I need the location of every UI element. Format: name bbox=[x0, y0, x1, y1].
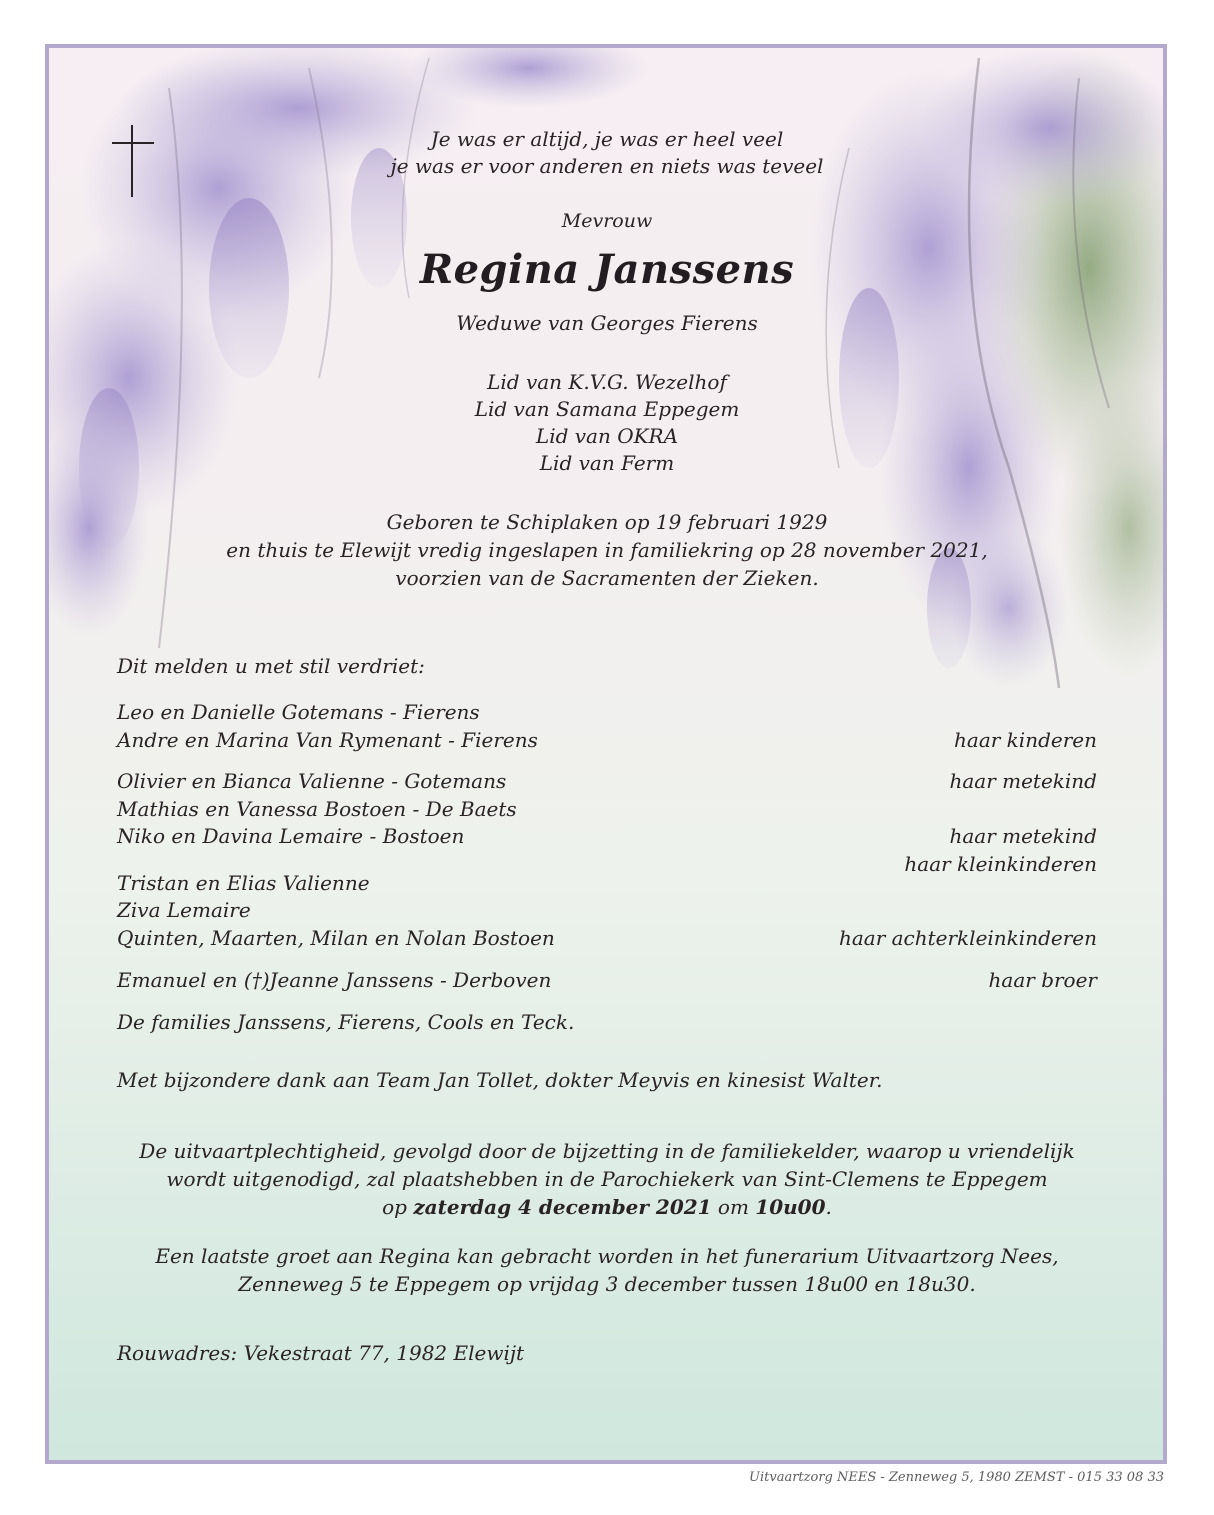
family-row bbox=[117, 926, 1097, 954]
family-relation: haar achterkleinkinderen bbox=[838, 926, 1097, 950]
family-row bbox=[117, 968, 1097, 996]
family-relation: haar broer bbox=[988, 968, 1097, 992]
family-relation: haar kinderen bbox=[954, 728, 1097, 752]
birth-line: Geboren te Schiplaken op 19 februari 1929 bbox=[386, 510, 828, 534]
family-row bbox=[117, 728, 1097, 756]
ceremony-line: De uitvaartplechtigheid, gevolgd door de bijzetting in de familiekelder, waarop u vriendelijk bbox=[139, 1139, 1075, 1163]
verse-line: je was er voor anderen en niets was teveel bbox=[390, 154, 824, 178]
verse bbox=[0, 126, 1214, 180]
funeral-home-footer: Uitvaartzorg NEES - Zenneweg 5, 1980 ZEMST - 015 33 08 33 bbox=[749, 1470, 1164, 1485]
sacraments-line: voorzien van de Sacramenten der Zieken. bbox=[395, 566, 819, 590]
family-relation: haar kleinkinderen bbox=[904, 852, 1097, 876]
widow-of: Weduwe van Georges Fierens bbox=[456, 311, 758, 335]
ceremony-time: 10u00 bbox=[755, 1195, 826, 1219]
ceremony-info bbox=[0, 1137, 1214, 1221]
death-line: en thuis te Elewijt vredig ingeslapen in familiekring op 28 november 2021, bbox=[226, 538, 988, 562]
family-row bbox=[117, 1010, 1097, 1038]
verse-line: Je was er altijd, je was er heel veel bbox=[430, 127, 784, 151]
memberships bbox=[0, 369, 1214, 477]
membership-item: Lid van Samana Eppegem bbox=[474, 397, 740, 421]
family-name: Tristan en Elias Valienne bbox=[117, 871, 370, 895]
ceremony-line: wordt uitgenodigd, zal plaatshebben in de Parochiekerk van Sint-Clemens te Eppegem bbox=[166, 1167, 1048, 1191]
visitation-line: Een laatste groet aan Regina kan gebracht worden in het funerarium Uitvaartzorg Nees, bbox=[155, 1244, 1059, 1268]
family-row bbox=[117, 824, 1097, 852]
family-name: Emanuel en (†)Jeanne Janssens - Derboven bbox=[117, 968, 552, 992]
family-row bbox=[117, 769, 1097, 797]
family-name: Ziva Lemaire bbox=[117, 898, 251, 922]
thanks-note: Met bijzondere dank aan Team Jan Tollet, dokter Meyvis en kinesist Walter. bbox=[117, 1068, 883, 1092]
family-row bbox=[117, 871, 1097, 899]
family-row bbox=[117, 797, 1097, 825]
family-name: De families Janssens, Fierens, Cools en Teck. bbox=[117, 1010, 575, 1034]
birth-death-info bbox=[0, 508, 1214, 592]
family-row bbox=[117, 898, 1097, 926]
family-name: Olivier en Bianca Valienne - Gotemans bbox=[117, 769, 507, 793]
membership-item: Lid van OKRA bbox=[535, 424, 679, 448]
membership-item: Lid van K.V.G. Wezelhof bbox=[487, 370, 727, 394]
ceremony-prefix: op bbox=[382, 1195, 414, 1219]
ceremony-connector: om bbox=[711, 1195, 756, 1219]
visitation-line: Zenneweg 5 te Eppegem op vrijdag 3 december tussen 18u00 en 18u30. bbox=[238, 1272, 976, 1296]
visitation-info bbox=[0, 1242, 1214, 1298]
ceremony-datetime bbox=[0, 1193, 1214, 1221]
family-name: Niko en Davina Lemaire - Bostoen bbox=[117, 824, 465, 848]
ceremony-date: zaterdag 4 december 2021 bbox=[413, 1195, 712, 1219]
honorific: Mevrouw bbox=[561, 210, 653, 232]
membership-item: Lid van Ferm bbox=[539, 451, 675, 475]
mourning-address: Rouwadres: Vekestraat 77, 1982 Elewijt bbox=[117, 1341, 525, 1365]
family-name: Leo en Danielle Gotemans - Fierens bbox=[117, 700, 480, 724]
family-name: Andre en Marina Van Rymenant - Fierens bbox=[117, 728, 538, 752]
deceased-name: Regina Janssens bbox=[419, 246, 795, 293]
family-name: Mathias en Vanessa Bostoen - De Baets bbox=[117, 797, 517, 821]
family-name: Quinten, Maarten, Milan en Nolan Bostoen bbox=[117, 926, 555, 950]
family-row bbox=[117, 700, 1097, 728]
family-relation: haar metekind bbox=[949, 769, 1097, 793]
announcement: Dit melden u met stil verdriet: bbox=[117, 654, 425, 678]
ceremony-suffix: . bbox=[825, 1195, 832, 1219]
family-relation: haar metekind bbox=[949, 824, 1097, 848]
